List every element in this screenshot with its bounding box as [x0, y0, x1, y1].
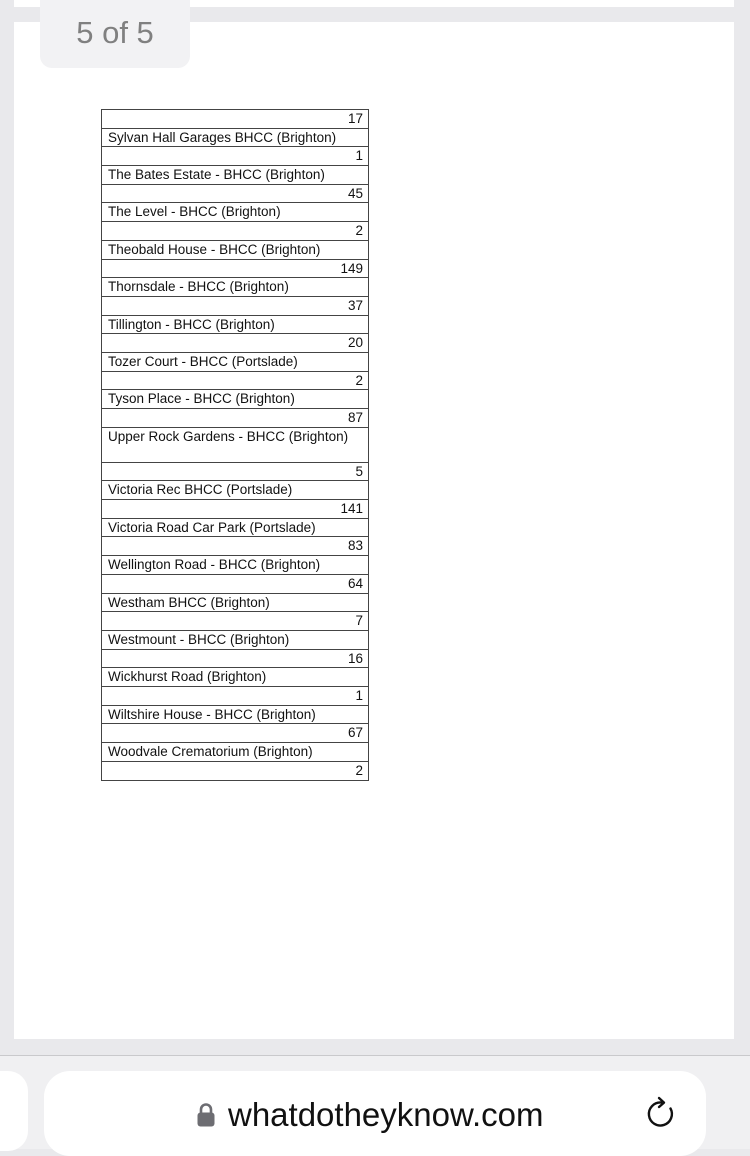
- table-cell-count: 67: [102, 724, 368, 743]
- table-cell-location: The Bates Estate - BHCC (Brighton): [102, 166, 368, 185]
- lock-icon: [196, 1102, 216, 1128]
- table-cell-count: 1: [102, 147, 368, 166]
- table-cell-count: 20: [102, 334, 368, 353]
- url-text[interactable]: whatdotheyknow.com: [228, 1096, 544, 1133]
- reload-icon[interactable]: [643, 1096, 679, 1132]
- table-cell-count: 87: [102, 409, 368, 428]
- table-cell-count: 1: [102, 687, 368, 706]
- table-cell-location: Theobald House - BHCC (Brighton): [102, 241, 368, 260]
- table-cell-location: Victoria Rec BHCC (Portslade): [102, 481, 368, 500]
- table-cell-location: Westmount - BHCC (Brighton): [102, 631, 368, 650]
- table-cell-location: Sylvan Hall Garages BHCC (Brighton): [102, 129, 368, 148]
- table-cell-count: 5: [102, 463, 368, 482]
- table-cell-location: Tyson Place - BHCC (Brighton): [102, 390, 368, 409]
- table-cell-count: 64: [102, 575, 368, 594]
- table-cell-count: 2: [102, 222, 368, 241]
- table-cell-count: 7: [102, 612, 368, 631]
- table-cell-count: 45: [102, 185, 368, 204]
- table-cell-location: Thornsdale - BHCC (Brighton): [102, 278, 368, 297]
- data-table: [101, 109, 369, 781]
- table-cell-location: Woodvale Crematorium (Brighton): [102, 743, 368, 762]
- previous-tab-pill[interactable]: [0, 1071, 28, 1151]
- table-cell-count: 141: [102, 500, 368, 519]
- table-cell-location: Victoria Road Car Park (Portslade): [102, 519, 368, 538]
- table-cell-location: Tozer Court - BHCC (Portslade): [102, 353, 368, 372]
- table-cell-location: Wiltshire House - BHCC (Brighton): [102, 706, 368, 725]
- table-cell-count: 37: [102, 297, 368, 316]
- table-cell-count: 149: [102, 260, 368, 279]
- table-cell-location: Upper Rock Gardens - BHCC (Brighton): [102, 428, 368, 463]
- table-cell-count: 17: [102, 110, 368, 129]
- table-cell-count: 16: [102, 650, 368, 669]
- table-cell-location: The Level - BHCC (Brighton): [102, 203, 368, 222]
- table-cell-count: 83: [102, 537, 368, 556]
- table-cell-count: 2: [355, 762, 363, 778]
- table-cell-location: Westham BHCC (Brighton): [102, 594, 368, 613]
- table-cell-location: Tillington - BHCC (Brighton): [102, 316, 368, 335]
- page-indicator: 5 of 5: [40, 0, 190, 68]
- table-cell-location: Wickhurst Road (Brighton): [102, 668, 368, 687]
- table-cell-location: Wellington Road - BHCC (Brighton): [102, 556, 368, 575]
- table-cell-count: 2: [102, 372, 368, 391]
